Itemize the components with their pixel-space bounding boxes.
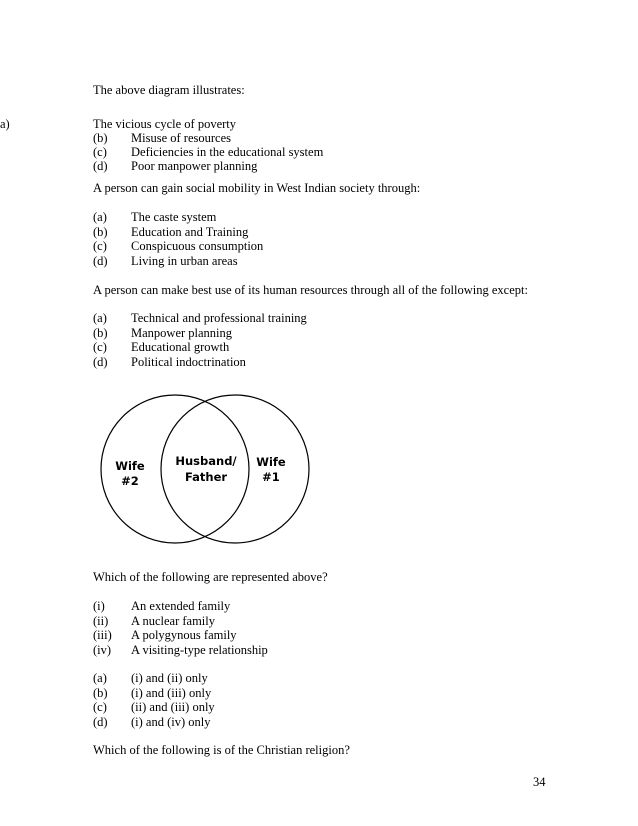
q3-option-c-label: (c) xyxy=(93,340,107,354)
q2-option-a-label: (a) xyxy=(93,210,107,224)
q1-option-a-label: a) xyxy=(0,117,10,131)
venn-left-label-1: Wife xyxy=(115,459,145,473)
venn-center-label-2: Father xyxy=(184,470,228,484)
q2-option-c-label: (c) xyxy=(93,239,107,253)
q4-statement-iv-label: (iv) xyxy=(93,643,112,657)
q4-statement-ii-text: A nuclear family xyxy=(131,614,215,628)
q2-option-b-label: (b) xyxy=(93,225,108,239)
q4-option-d-label: (d) xyxy=(93,715,108,729)
q4-option-a-label: (a) xyxy=(93,671,107,685)
q4-option-b-label: (b) xyxy=(93,686,108,700)
q4-option-d-text: (i) and (iv) only xyxy=(131,715,211,729)
q1-option-b-text: Misuse of resources xyxy=(131,131,231,145)
q2-option-a-text: The caste system xyxy=(131,210,217,224)
q3-option-a-text: Technical and professional training xyxy=(131,311,307,325)
page-number: 34 xyxy=(533,775,546,789)
q3-option-d-text: Political indoctrination xyxy=(131,355,246,369)
q3-option-d-label: (d) xyxy=(93,355,108,369)
q1-option-c-label: (c) xyxy=(93,145,107,159)
q4-option-c-text: (ii) and (iii) only xyxy=(131,700,215,714)
q3-option-b-text: Manpower planning xyxy=(131,326,233,340)
q3-stem: A person can make best use of its human resources through all of the following except: xyxy=(93,283,528,297)
venn-circle-wife-1 xyxy=(161,395,309,543)
q3-option-a-label: (a) xyxy=(93,311,107,325)
q4-statement-iii-label: (iii) xyxy=(93,628,112,642)
q4-statement-iii-text: A polygynous family xyxy=(131,628,237,642)
q5-stem: Which of the following is of the Christian religion? xyxy=(93,743,350,757)
q2-option-d-label: (d) xyxy=(93,254,108,268)
q4-statement-ii-label: (ii) xyxy=(93,614,109,628)
q2-stem: A person can gain social mobility in West Indian society through: xyxy=(93,181,421,195)
q1-option-d-text: Poor manpower planning xyxy=(131,159,258,173)
q4-statement-i-text: An extended family xyxy=(131,599,231,613)
q4-option-c-label: (c) xyxy=(93,700,107,714)
q1-option-b-label: (b) xyxy=(93,131,108,145)
q3-option-b-label: (b) xyxy=(93,326,108,340)
venn-right-label-2: #1 xyxy=(262,470,280,484)
q3-option-c-text: Educational growth xyxy=(131,340,230,354)
q4-statement-i-label: (i) xyxy=(93,599,105,613)
venn-left-label-2: #2 xyxy=(121,474,139,488)
q4-option-b-text: (i) and (iii) only xyxy=(131,686,212,700)
q1-stem: The above diagram illustrates: xyxy=(93,83,245,97)
venn-center-label-1: Husband/ xyxy=(175,454,237,468)
q1-option-a-text: The vicious cycle of poverty xyxy=(93,117,237,131)
q1-option-c-text: Deficiencies in the educational system xyxy=(131,145,324,159)
q2-option-c-text: Conspicuous consumption xyxy=(131,239,264,253)
q1-option-d-label: (d) xyxy=(93,159,108,173)
q4-option-a-text: (i) and (ii) only xyxy=(131,671,208,685)
q4-stem: Which of the following are represented above? xyxy=(93,570,328,584)
q4-statement-iv-text: A visiting-type relationship xyxy=(131,643,268,657)
q2-option-b-text: Education and Training xyxy=(131,225,249,239)
q2-option-d-text: Living in urban areas xyxy=(131,254,238,268)
venn-right-label-1: Wife xyxy=(256,455,286,469)
